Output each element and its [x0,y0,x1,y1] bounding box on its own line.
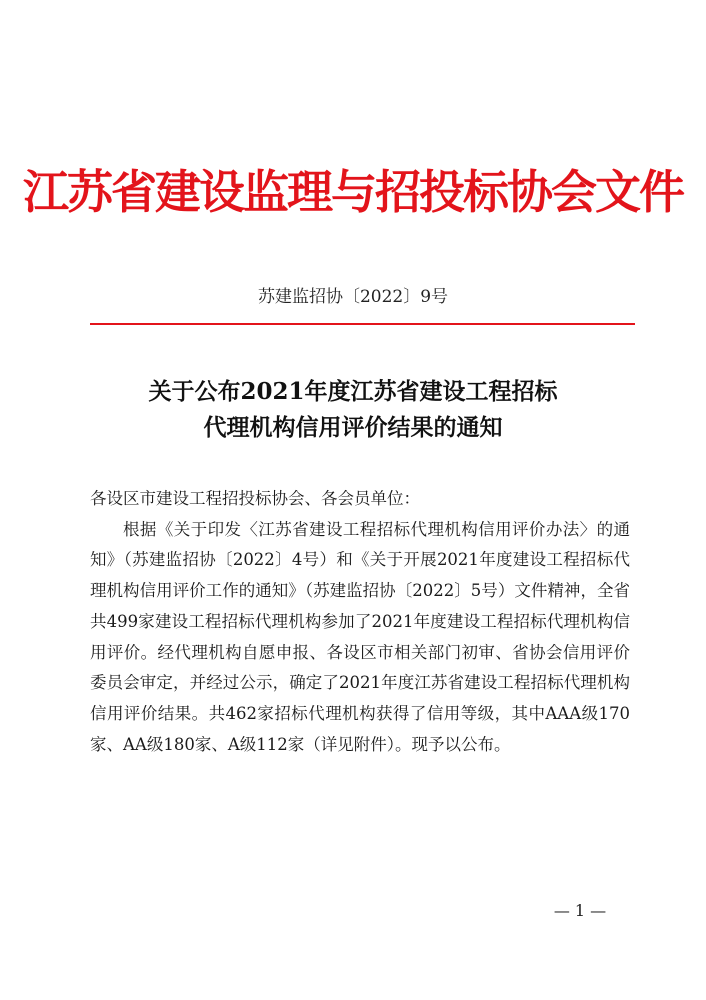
notice-title-line-1: 关于公布2021年度江苏省建设工程招标 [148,378,558,405]
notice-title-line-2: 代理机构信用评价结果的通知 [203,414,503,441]
document-number: 苏建监招协〔2022〕9号 [257,287,449,307]
page-number: — 1 — [553,901,607,920]
red-divider [90,323,635,325]
salutation: 各设区市建设工程招投标协会、各会员单位： [90,489,420,508]
body-paragraph: 根据《关于印发〈江苏省建设工程招标代理机构信用评价办法〉的通知》（苏建监招协〔2022〕4号）和《关于开展2021年度建设工程招标代理机构信用评价工作的通知》（苏建监招协〔2022〕5号）文件精神，全省共499家建设工程招标代理机构参加了2021年度建设工程招标代理机构信用评价。经代理机构自愿申报、各设区市相关部门初审、省协会信用评价委员会审定，并经过公示，确定了2021年度江苏省建设工程招标代理机构信用评价结果。共462家招标代理机构获得了信用等级，其中AAA级170家、AA级180家、A级112家（详见附件）。现予以公布。 [90,519,630,754]
notice-body [90,484,630,760]
notice-title [0,374,706,446]
masthead-title: 江苏省建设监理与招投标协会文件 [23,165,683,219]
